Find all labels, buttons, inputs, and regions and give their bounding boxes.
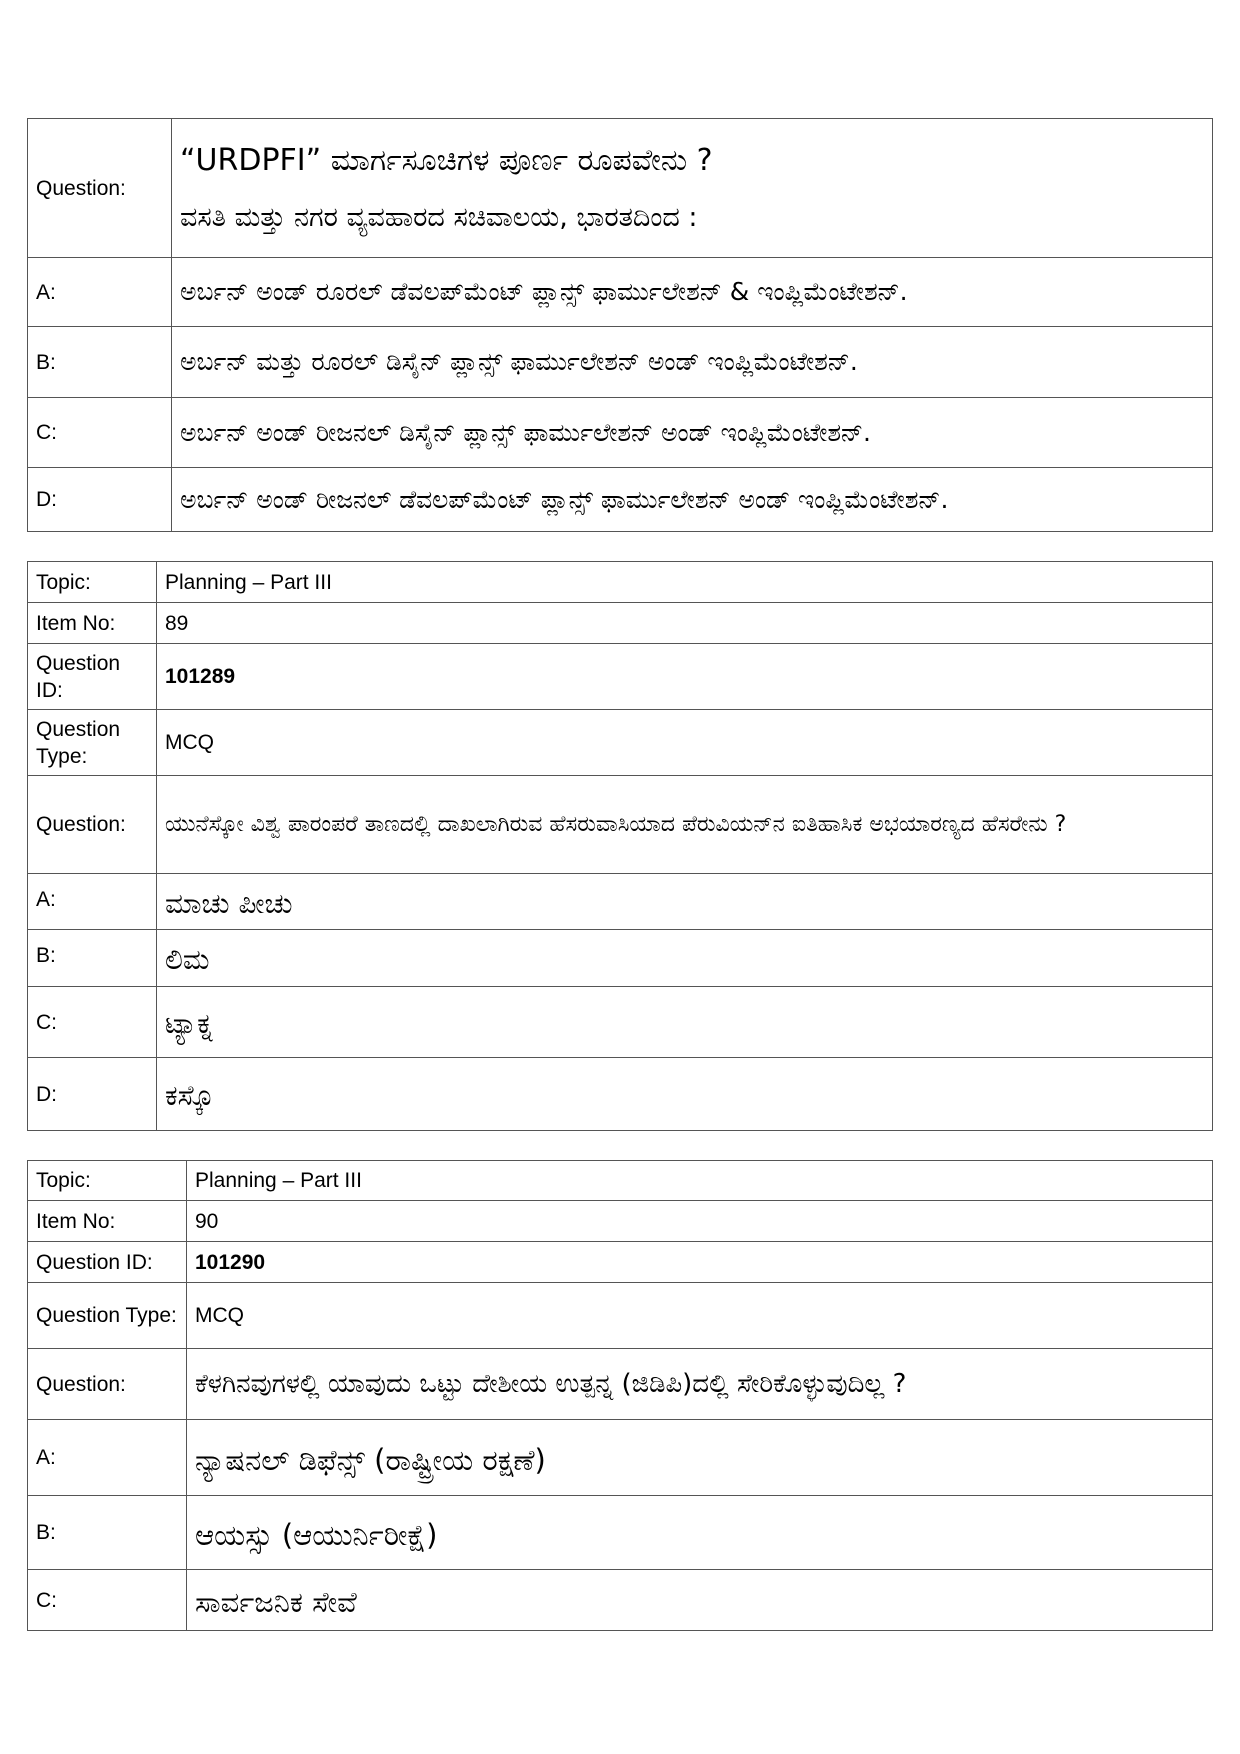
option-value: ಆಯಸ್ಸು (ಆಯುರ್ನಿರೀಕ್ಷೆ) (195, 1517, 438, 1552)
question-label: Question: (28, 776, 157, 874)
topic-value: Planning – Part III (187, 1161, 1213, 1201)
item-no-row (28, 603, 1213, 644)
item-no-label: Item No: (28, 603, 157, 644)
option-text: ಅರ್ಬನ್ ಅಂಡ್ ರೀಜನಲ್ ಡಿಸೈನ್ ಪ್ಲಾನ್ಸ್ ಫಾರ್ಮುಲೇಶನ್ ಅಂಡ್ ಇಂಪ್ಲಿಮೆಂಟೇಶನ್. (172, 398, 1213, 468)
question-id-value: 101290 (187, 1242, 1213, 1283)
topic-label: Topic: (28, 562, 157, 603)
topic-row (28, 562, 1213, 603)
option-label: B: (28, 1496, 187, 1570)
question-id-label: Question ID: (28, 644, 157, 710)
option-text: ಅರ್ಬನ್ ಮತ್ತು ರೂರಲ್ ಡಿಸೈನ್ ಪ್ಲಾನ್ಸ್ ಫಾರ್ಮುಲೇಶನ್ ಅಂಡ್ ಇಂಪ್ಲಿಮೆಂಟೇಶನ್. (172, 327, 1213, 398)
option-text (187, 1570, 1213, 1631)
option-row-b (28, 930, 1213, 987)
option-label: A: (28, 874, 157, 930)
question-id-row (28, 1242, 1213, 1283)
question-id-row (28, 644, 1213, 710)
option-text (187, 1496, 1213, 1570)
option-row-c (28, 1570, 1213, 1631)
option-label: C: (28, 398, 172, 468)
question-type-label: Question Type: (28, 1283, 187, 1349)
question-label: Question: (28, 1349, 187, 1420)
question-text (172, 119, 1213, 258)
option-label: A: (28, 1420, 187, 1496)
option-label: D: (28, 1058, 157, 1131)
option-label: C: (28, 987, 157, 1058)
item-no-value: 90 (187, 1201, 1213, 1242)
item-no-value: 89 (157, 603, 1213, 644)
option-value: ಟ್ಯಾಕ್ನ (165, 1007, 214, 1040)
question-type-label: Question Type: (28, 710, 157, 776)
question-id-label: Question ID: (28, 1242, 187, 1283)
question-type-value: MCQ (157, 710, 1213, 776)
option-label: A: (28, 258, 172, 327)
option-text (157, 874, 1213, 930)
question-type-row (28, 1283, 1213, 1349)
option-text (157, 1058, 1213, 1131)
option-text: ಅರ್ಬನ್ ಅಂಡ್ ರೂರಲ್ ಡೆವಲಪ್‌ಮೆಂಟ್ ಪ್ಲಾನ್ಸ್ ಫಾರ್ಮುಲೇಶನ್ & ಇಂಪ್ಲಿಮೆಂಟೇಶನ್. (172, 258, 1213, 327)
option-row-a (28, 1420, 1213, 1496)
question-line-1: “URDPFI” ಮಾರ್ಗಸೂಚಿಗಳ ಪೂರ್ಣ ರೂಪವೇನು ? (180, 143, 713, 178)
question-line-2: ವಸತಿ ಮತ್ತು ನಗರ ವ್ಯವಹಾರದ ಸಚಿವಾಲಯ, ಭಾರತದಿಂದ : (180, 202, 698, 233)
option-row-b (28, 1496, 1213, 1570)
option-label: C: (28, 1570, 187, 1631)
topic-label: Topic: (28, 1161, 187, 1201)
option-row-d (28, 1058, 1213, 1131)
question-row (28, 119, 1213, 258)
question-type-row (28, 710, 1213, 776)
question-block-3 (27, 1160, 1213, 1631)
option-row-d (28, 468, 1213, 532)
option-value: ಮಾಚು ಪೀಚು (165, 886, 293, 920)
option-value: ಸಾರ್ವಜನಿಕ ಸೇವೆ (195, 1585, 357, 1619)
option-row-c (28, 398, 1213, 468)
option-label: B: (28, 327, 172, 398)
question-text: ಕೆಳಗಿನವುಗಳಲ್ಲಿ ಯಾವುದು ಒಟ್ಟು ದೇಶೀಯ ಉತ್ಪನ್ನ (ಜಿಡಿಪಿ)ದಲ್ಲಿ ಸೇರಿಕೊಳ್ಳುವುದಿಲ್ಲ ? (187, 1349, 1213, 1420)
option-row-a (28, 874, 1213, 930)
topic-value: Planning – Part III (157, 562, 1213, 603)
question-block-1 (27, 118, 1213, 532)
option-text (157, 987, 1213, 1058)
option-label: D: (28, 468, 172, 532)
topic-row (28, 1161, 1213, 1201)
item-no-label: Item No: (28, 1201, 187, 1242)
option-value: ಕಸ್ಕೊ (165, 1079, 215, 1112)
question-text: ಯುನೆಸ್ಕೋ ವಿಶ್ವ ಪಾರಂಪರೆ ತಾಣದಲ್ಲಿ ದಾಖಲಾಗಿರುವ ಹೆಸರುವಾಸಿಯಾದ ಪೆರುವಿಯನ್‌ನ ಐತಿಹಾಸಿಕ ಅಭಯಾರಣ್ಯದ ಹೆಸರೇನು ? (157, 776, 1213, 874)
option-row-c (28, 987, 1213, 1058)
option-value: ನ್ಯಾಷನಲ್ ಡಿಫೆನ್ಸ್ (ರಾಷ್ಟ್ರೀಯ ರಕ್ಷಣೆ) (195, 1442, 546, 1477)
question-row (28, 776, 1213, 874)
option-row-a (28, 258, 1213, 327)
question-block-2 (27, 561, 1213, 1131)
option-label: B: (28, 930, 157, 987)
question-type-value: MCQ (187, 1283, 1213, 1349)
item-no-row (28, 1201, 1213, 1242)
question-row (28, 1349, 1213, 1420)
option-row-b (28, 327, 1213, 398)
question-id-value: 101289 (157, 644, 1213, 710)
option-value: ಲಿಮ (165, 943, 210, 976)
question-label: Question: (28, 119, 172, 258)
option-text (157, 930, 1213, 987)
option-text (187, 1420, 1213, 1496)
option-text: ಅರ್ಬನ್ ಅಂಡ್ ರೀಜನಲ್ ಡೆವಲಪ್‌ಮೆಂಟ್ ಪ್ಲಾನ್ಸ್ ಫಾರ್ಮುಲೇಶನ್ ಅಂಡ್ ಇಂಪ್ಲಿಮೆಂಟೇಶನ್. (172, 468, 1213, 532)
